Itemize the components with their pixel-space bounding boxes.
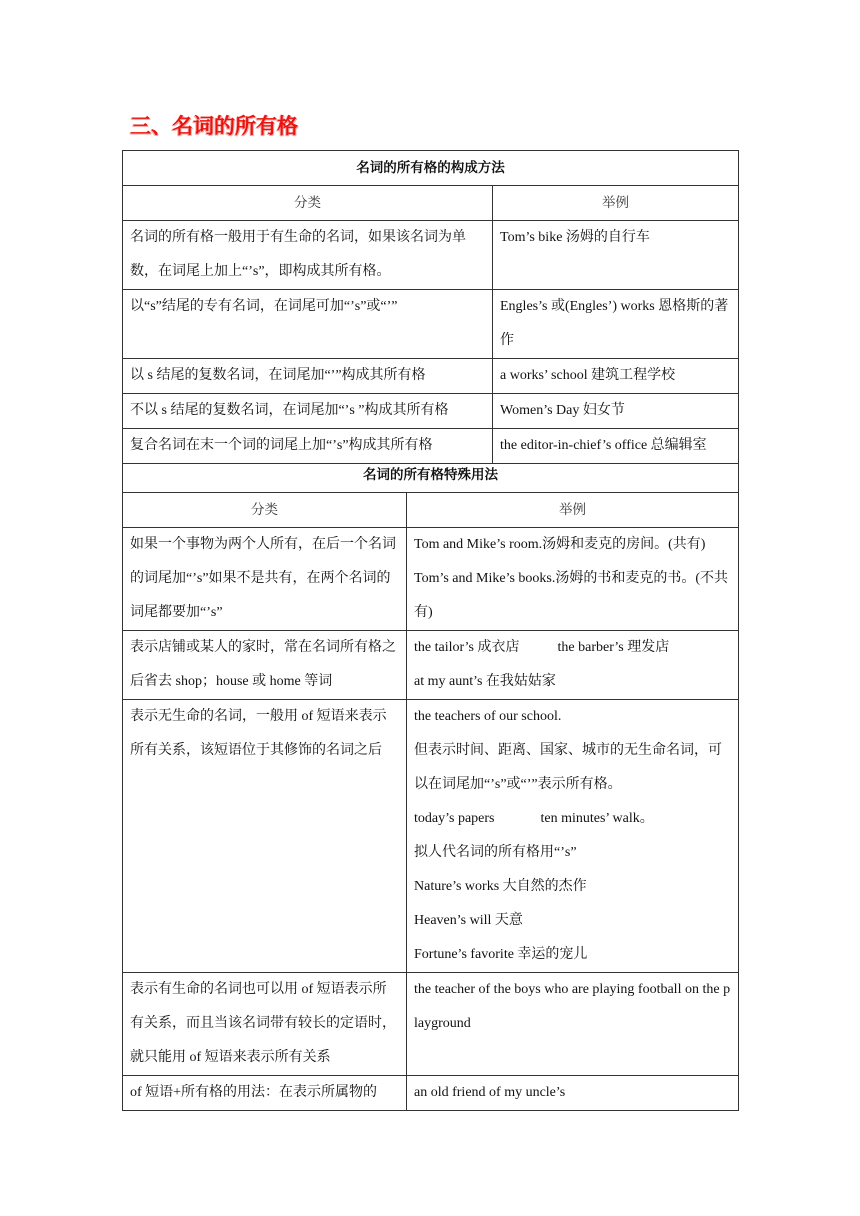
special-usage-table xyxy=(122,458,739,1111)
example-cell: Engles’s 或(Engles’) works 恩格斯的著作 xyxy=(493,290,739,359)
example-line: Nature’s works 大自然的杰作 xyxy=(414,879,587,894)
table-row xyxy=(123,700,739,973)
category-cell: 如果一个事物为两个人所有，在后一个名词的词尾加“’s”如果不是共有，在两个名词的词尾都要加“’s” xyxy=(123,528,407,631)
category-cell: 表示有生命的名词也可以用 of 短语表示所有关系，而且当该名词带有较长的定语时，就只能用 of 短语来表示所有关系 xyxy=(123,973,407,1076)
section2-header-row xyxy=(123,493,739,528)
table-row xyxy=(123,394,739,429)
example-line: 但表示时间、距离、国家、城市的无生命名词，可以在词尾加“’s”或“’”表示所有格。 xyxy=(414,743,722,792)
category-cell: 以 s 结尾的复数名词，在词尾加“’”构成其所有格 xyxy=(123,359,493,394)
section1-title: 名词的所有格的构成方法 xyxy=(123,151,739,186)
example-text: the tailor’s 成衣店 xyxy=(414,640,520,655)
section1-header-row xyxy=(123,186,739,221)
section1-col-example: 举例 xyxy=(493,186,739,221)
example-line: Heaven’s will 天意 xyxy=(414,913,523,928)
table-row xyxy=(123,359,739,394)
example-cell xyxy=(407,528,739,631)
category-cell: 表示店铺或某人的家时，常在名词所有格之后省去 shop；house 或 home 等词 xyxy=(123,631,407,700)
example-text: the barber’s 理发店 xyxy=(557,640,670,655)
table-row xyxy=(123,528,739,631)
section1-title-row xyxy=(123,151,739,186)
possessive-table xyxy=(122,150,739,464)
example-cell: Tom’s bike 汤姆的自行车 xyxy=(493,221,739,290)
section1-col-category: 分类 xyxy=(123,186,493,221)
section2-title: 名词的所有格特殊用法 xyxy=(123,458,739,493)
example-line: Fortune’s favorite 幸运的宠儿 xyxy=(414,947,588,962)
table-row xyxy=(123,631,739,700)
example-cell: the editor-in-chief’s office 总编辑室 xyxy=(493,429,739,464)
section2-title-row xyxy=(123,458,739,493)
example-line: the teachers of our school. xyxy=(414,709,562,724)
table-row xyxy=(123,221,739,290)
category-cell: of 短语+所有格的用法：在表示所属物的 xyxy=(123,1076,407,1111)
example-text: today’s papers xyxy=(414,811,495,826)
section2-col-category: 分类 xyxy=(123,493,407,528)
category-cell: 表示无生命的名词，一般用 of 短语来表示所有关系，该短语位于其修饰的名词之后 xyxy=(123,700,407,973)
example-cell: the teacher of the boys who are playing football on the playground xyxy=(407,973,739,1076)
table-row xyxy=(123,973,739,1076)
example-line: Tom’s and Mike’s books.汤姆的书和麦克的书。(不共有) xyxy=(414,571,729,620)
category-cell: 以“s”结尾的专有名词，在词尾可加“’s”或“’” xyxy=(123,290,493,359)
example-line: 拟人代名词的所有格用“’s” xyxy=(414,845,577,860)
category-cell: 不以 s 结尾的复数名词，在词尾加“’s ”构成其所有格 xyxy=(123,394,493,429)
example-cell xyxy=(407,631,739,700)
table-row xyxy=(123,290,739,359)
category-cell: 复合名词在末一个词的词尾上加“’s”构成其所有格 xyxy=(123,429,493,464)
table-row xyxy=(123,1076,739,1111)
example-text: ten minutes’ walk。 xyxy=(540,811,654,826)
example-line: Tom and Mike’s room.汤姆和麦克的房间。(共有) xyxy=(414,537,706,552)
category-cell: 名词的所有格一般用于有生命的名词，如果该名词为单数，在词尾上加上“’s”，即构成其所有格。 xyxy=(123,221,493,290)
example-text: at my aunt’s 在我姑姑家 xyxy=(414,674,556,689)
example-cell: an old friend of my uncle’s xyxy=(407,1076,739,1111)
section-heading: 三、名词的所有格 xyxy=(130,114,298,138)
example-cell: Women’s Day 妇女节 xyxy=(493,394,739,429)
example-cell: a works’ school 建筑工程学校 xyxy=(493,359,739,394)
example-cell xyxy=(407,700,739,973)
section2-col-example: 举例 xyxy=(407,493,739,528)
